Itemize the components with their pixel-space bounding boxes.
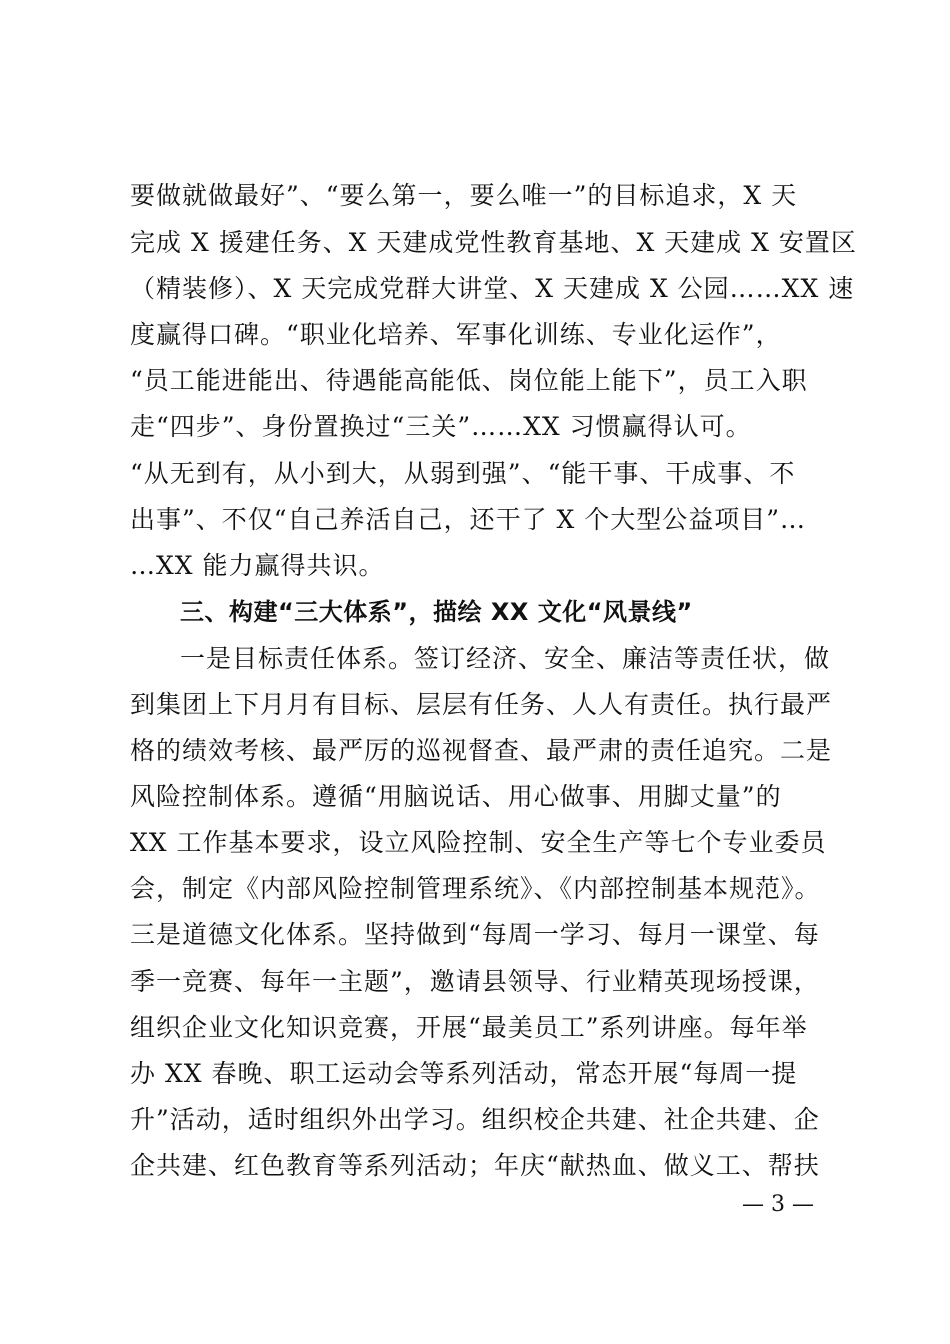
text-line: 会，制定《内部风险控制管理系统》、《内部控制基本规范》。: [130, 874, 821, 903]
section-heading: 三、构建“三大体系”，描绘 XX 文化“风景线”: [180, 598, 693, 626]
text-line: 办 XX 春晚、职工运动会等系列活动，常态开展“每周一提: [130, 1059, 798, 1088]
text-line: 格的绩效考核、最严厉的巡视督查、最严肃的责任追究。二是: [130, 736, 833, 765]
text-line: 升”活动，适时组织外出学习。组织校企共建、社企共建、企: [130, 1105, 820, 1134]
text-line: 度赢得口碑。“职业化培养、军事化训练、专业化运作”，: [130, 320, 782, 349]
text-line: 风险控制体系。遵循“用脑说话、用心做事、用脚丈量”的: [130, 782, 782, 811]
text-line: 到集团上下月月有目标、层层有任务、人人有责任。执行最严: [130, 690, 833, 719]
text-line: 完成 X 援建任务、X 天建成党性教育基地、X 天建成 X 安置区: [130, 228, 857, 257]
text-line: 组织企业文化知识竞赛，开展“最美员工”系列讲座。每年举: [130, 1013, 808, 1042]
text-line: 一是目标责任体系。签订经济、安全、廉洁等责任状，做: [180, 644, 831, 673]
text-line: 走“四步”、身份置换过“三关”……XX 习惯赢得认可。: [130, 412, 752, 441]
text-line: 企共建、红色教育等系列活动；年庆“献热血、做义工、帮扶: [130, 1151, 820, 1180]
text-line: （精装修）、X 天完成党群大讲堂、X 天建成 X 公园……XX 速: [130, 274, 855, 303]
text-line: 三是道德文化体系。坚持做到“每周一学习、每月一课堂、每: [130, 920, 820, 949]
text-line: 季一竞赛、每年一主题”，邀请县领导、行业精英现场授课，: [130, 967, 820, 996]
text-line: …XX 能力赢得共识。: [130, 551, 385, 580]
text-line: 出事”、不仅“自己养活自己，还干了 X 个大型公益项目”…: [130, 505, 807, 534]
text-line: “员工能进能出、待遇能高能低、岗位能上能下”，员工入职: [130, 366, 808, 395]
text-line: 要做就做最好”、“要么第一，要么唯一”的目标追求，X 天: [130, 181, 798, 210]
page-number: — 3 —: [742, 1192, 814, 1217]
text-line: XX 工作基本要求，设立风险控制、安全生产等七个专业委员: [130, 828, 827, 857]
text-line: “从无到有，从小到大，从弱到强”、“能干事、干成事、不: [130, 459, 796, 488]
